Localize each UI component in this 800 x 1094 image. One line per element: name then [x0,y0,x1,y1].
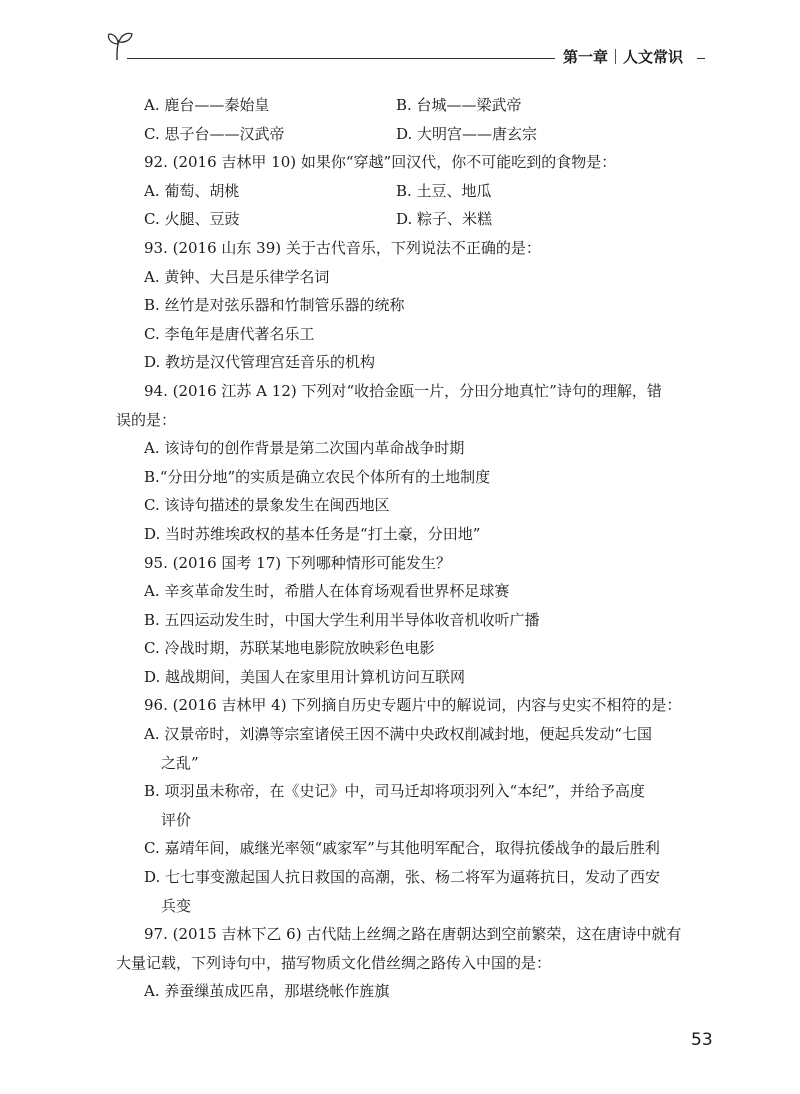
option-pair [144,205,689,234]
option-pair [144,91,689,120]
text-line: D. 当时苏维埃政权的基本任务是“打土豪，分田地” [144,524,481,543]
text-line: A. 该诗句的创作背景是第二次国内革命战争时期 [144,439,465,458]
chapter-title: 人文常识 [623,48,684,66]
question-stem: 94. (2016 江苏 A 12) 下列对“收拾金瓯一片，分田分地真忙”诗句的理解，错 [144,381,662,400]
text-line: 兵变 [161,896,192,915]
question-stem: 96. (2016 吉林甲 4) 下列摘自历史专题片中的解说词，内容与史实不相符的是： [144,696,682,715]
text-line: 评价 [161,810,192,829]
text-line: A. 辛亥革命发生时，希腊人在体育场观看世界杯足球赛 [144,582,510,601]
text-line: B. 五四运动发生时，中国大学生利用半导体收音机收听广播 [144,610,540,629]
text-line: 误的是： [116,410,177,429]
chapter-number: 第一章 [563,48,609,66]
question-stem: 93. (2016 山东 39) 关于古代音乐，下列说法不正确的是： [144,238,541,257]
header-divider [615,49,616,64]
text-line: A. 黄钟、大吕是乐律学名词 [144,267,330,286]
text-line: D. 七七事变激起国人抗日救国的高潮，张、杨二将军为逼蒋抗日，发动了西安 [144,868,661,887]
question-stem: 95. (2016 国考 17) 下列哪种情形可能发生？ [144,553,451,572]
text-line: C. 李龟年是唐代著名乐工 [144,324,315,343]
text-line: C. 冷战时期，苏联某地电影院放映彩色电影 [144,639,435,658]
page-number: 53 [691,1030,713,1050]
page-header [105,30,700,70]
text-line: D. 越战期间，美国人在家里用计算机访问互联网 [144,667,466,686]
text-line: B.“分田分地”的实质是确立农民个体所有的土地制度 [144,467,491,486]
option-right: B. 土豆、地瓜 [396,181,492,200]
header-rule-end [697,58,705,59]
option-right: D. 粽子、米糕 [396,210,493,229]
text-line: B. 项羽虽未称帝，在《史记》中，司马迁却将项羽列入“本纪”，并给予高度 [144,782,645,801]
option-pair [144,120,689,149]
text-line: A. 汉景帝时，刘濞等宗室诸侯王因不满中央政权削减封地，便起兵发动“七国 [144,725,653,744]
text-line: C. 该诗句描述的景象发生在闽西地区 [144,496,390,515]
option-left: C. 火腿、豆豉 [144,210,240,229]
text-line: D. 教坊是汉代管理宫廷音乐的机构 [144,353,376,372]
option-left: A. 葡萄、胡桃 [144,181,240,200]
text-line: B. 丝竹是对弦乐器和竹制管乐器的统称 [144,296,405,315]
header-rule [127,58,555,59]
option-right: D. 大明宫——唐玄宗 [396,124,538,143]
question-stem: 97. (2015 吉林下乙 6) 古代陆上丝绸之路在唐朝达到空前繁荣，这在唐诗中就有 [144,925,682,944]
text-line: A. 养蚕缫茧成匹帛，那堪绕帐作旌旗 [144,982,390,1001]
text-line: C. 嘉靖年间，戚继光率领“戚家军”与其他明军配合，取得抗倭战争的最后胜利 [144,839,660,858]
question-stem: 92. (2016 吉林甲 10) 如果你“穿越”回汉代，你不可能吃到的食物是： [144,153,617,172]
option-left: A. 鹿台——秦始皇 [144,96,270,114]
text-line: 大量记载，下列诗句中，描写物质文化借丝绸之路传入中国的是： [116,953,552,972]
option-right: B. 台城——梁武帝 [396,96,522,114]
text-line: 之乱” [161,753,199,772]
question-list [116,91,689,1006]
chapter-heading [563,46,683,67]
option-pair [144,177,689,206]
option-left: C. 思子台——汉武帝 [144,124,285,143]
